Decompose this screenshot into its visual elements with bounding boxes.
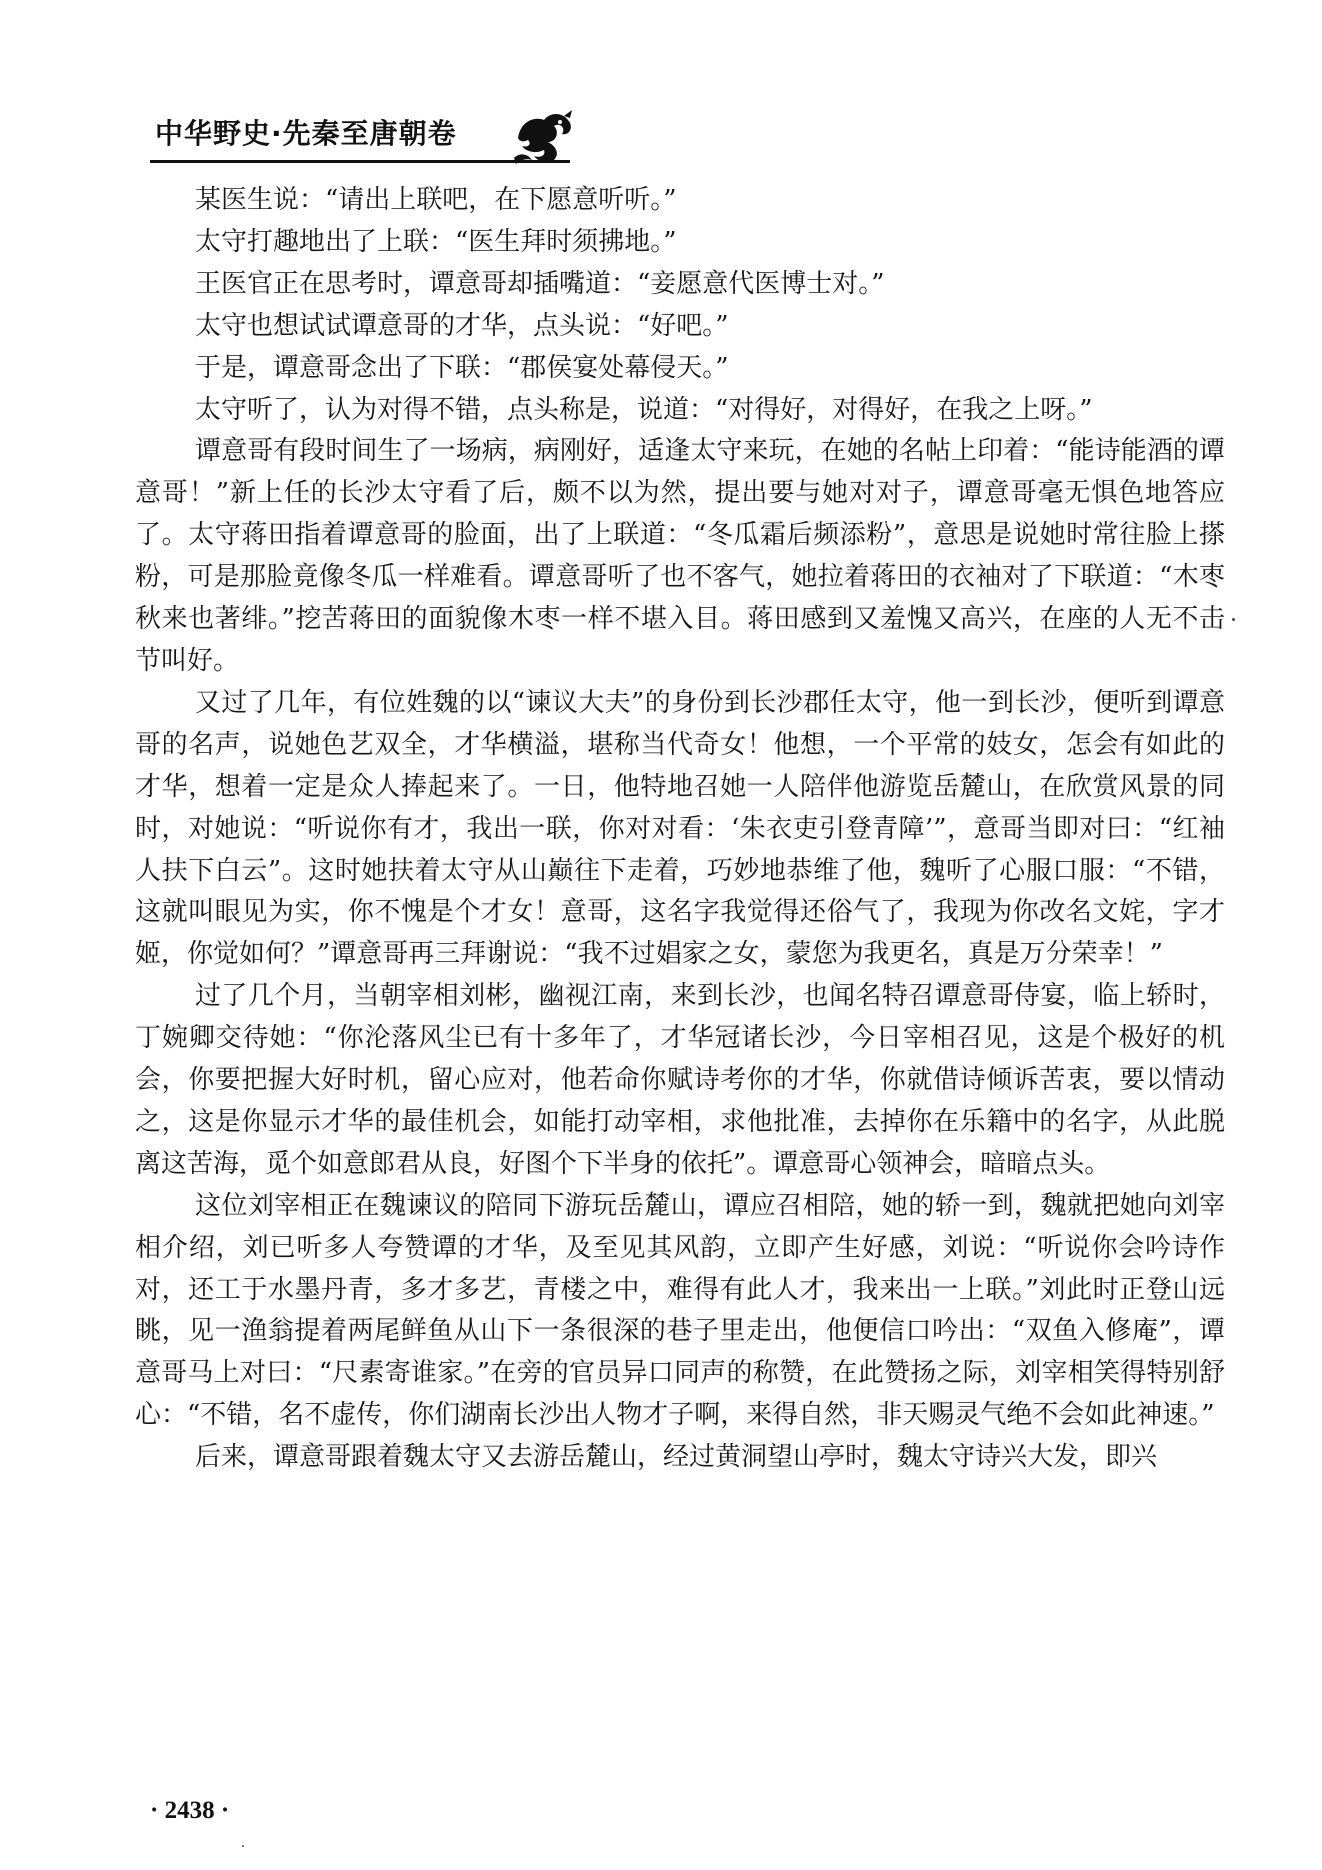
paragraph: 谭意哥有段时间生了一场病，病刚好，适逢太守来玩，在她的名帖上印着：“能诗能酒的谭意哥！”新上任的长沙太守看了后，颇不以为然，提出要与她对对子，谭意哥毫无惧色地答应了。太守蒋田指着谭意哥的脸面，出了上联道：“冬瓜霜后频添粉”，意思是说她时常往脸上搽粉，可是那脸竟像冬瓜一样难看。谭意哥听了也不客气，她拉着蒋田的衣袖对了下联道：“木枣秋来也著绯。”挖苦蒋田的面貌像木枣一样不堪入目。蒋田感到又羞愧又高兴，在座的人无不击节叫好。 — [135, 436, 1225, 676]
paragraph: 过了几个月，当朝宰相刘彬，幽视江南，来到长沙，也闻名特召谭意哥侍宴，临上轿时，丁婉卿交待她：“你沦落风尘已有十多年了，才华冠诸长沙，今日宰相召见，这是个极好的机会，你要把握大好时机，留心应对，他若命你赋诗考你的才华，你就借诗倾诉苦衷，要以情动之，这是你显示才华的最佳机会，如能打动宰相，求他批准，去掉你在乐籍中的名字，从此脱离这苦海，觅个如意郎君从良，好图个下半身的依托”。谭意哥心领神会，暗暗点头。 — [135, 981, 1225, 1179]
dragon-emblem-icon — [510, 108, 578, 166]
body-text — [135, 180, 1225, 1479]
paragraph: 太守打趣地出了上联：“医生拜时须拂地。” — [195, 226, 677, 257]
paragraph: 某医生说：“请出上联吧，在下愿意听听。” — [195, 185, 677, 215]
paragraph: 后来，谭意哥跟着魏太守又去游岳麓山，经过黄洞望山亭时，魏太守诗兴大发，即兴 — [195, 1442, 1158, 1473]
paragraph: 太守也想试试谭意哥的才华，点头说：“好吧。” — [195, 310, 729, 341]
paragraph: 太守听了，认为对得不错，点头称是，说道：“对得好，对得好，在我之上呀。” — [195, 394, 1093, 425]
header-rule — [150, 160, 570, 163]
paragraph: 于是，谭意哥念出了下联：“郡侯宴处幕侵天。” — [195, 352, 729, 383]
paragraph: 又过了几年，有位姓魏的以“谏议大夫”的身份到长沙郡任太守，他一到长沙，便听到谭意哥的名声，说她色艺双全，才华横溢，堪称当代奇女！他想，一个平常的妓女，怎会有如此的才华，想着一定是众人捧起来了。一日，他特地召她一人陪伴他游览岳麓山，在欣赏风景的同时，对她说：“听说你有才，我出一联，你对对看：‘朱衣吏引登青障’”，意哥当即对曰：“红袖人扶下白云”。这时她扶着太守从山巅往下走着，巧妙地恭维了他，魏听了心服口服：“不错，这就叫眼见为实，你不愧是个才女！意哥，这名字我觉得还俗气了，我现为你改名文姹，字才姬，你觉如何？”谭意哥再三拜谢说：“我不过娼家之女，蒙您为我更名，真是万分荣幸！” — [135, 687, 1225, 970]
running-header-title: 中华野史·先秦至唐朝卷 — [155, 117, 457, 150]
page-number: · 2438 · — [150, 1797, 230, 1824]
paragraph: 王医官正在思考时，谭意哥却插嘴道：“妾愿意代医博士对。” — [195, 268, 885, 299]
paragraph: 这位刘宰相正在魏谏议的陪同下游玩岳麓山，谭应召相陪，她的轿一到，魏就把她向刘宰相介绍，刘已听多人夸赞谭的才华，及至见其风韵，立即产生好感，刘说：“听说你会吟诗作对，还工于水墨丹青，多才多艺，青楼之中，难得有此人才，我来出一上联。”刘此时正登山远眺，见一渔翁提着两尾鲜鱼从山下一条很深的巷子里走出，他便信口吟出：“双鱼入修庵”，谭意哥马上对曰：“尺素寄谁家。”在旁的官员异口同声的称赞，在此赞扬之际，刘宰相笑得特别舒心：“不错，名不虚传，你们湖南长沙出人物才子啊，来得自然，非天赐灵气绝不会如此神速。” — [135, 1190, 1225, 1431]
